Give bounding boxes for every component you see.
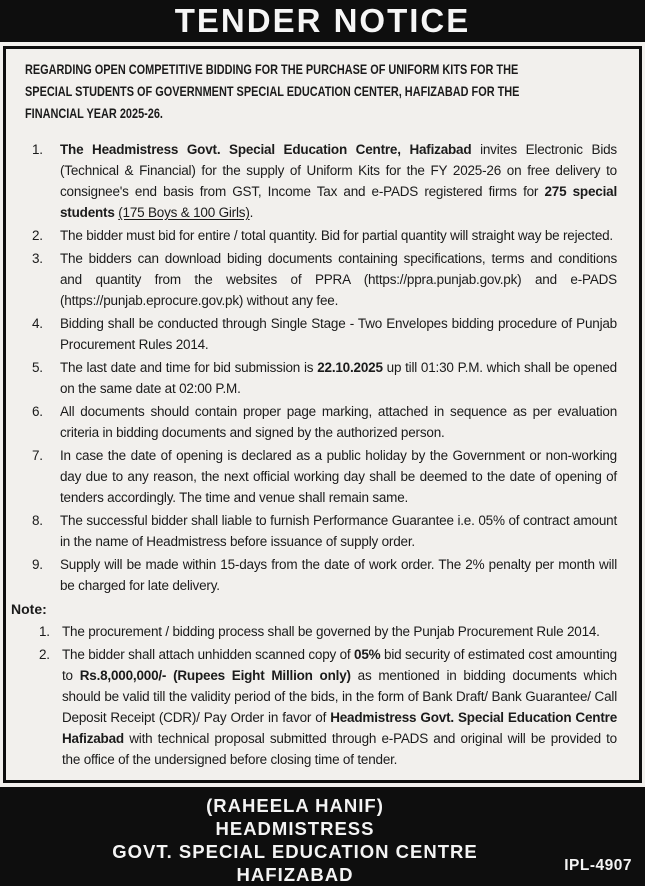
text-line: HEADMISTRESS xyxy=(215,818,375,839)
list-item xyxy=(25,357,617,399)
list-item-text: All documents should contain proper page marking, attached in sequence as per evaluation criteria in bidding documents and signed by the authorized person. xyxy=(60,404,617,440)
text-line: (RAHEELA HANIF) xyxy=(206,795,384,816)
text-line: GOVT. SPECIAL EDUCATION CENTRE xyxy=(112,841,478,862)
list-item-number: 4. xyxy=(32,316,43,331)
notice-body xyxy=(3,46,642,783)
list-item-number: 9. xyxy=(32,557,43,572)
list-item xyxy=(25,621,617,642)
list-item-text: Bidding shall be conducted through Single Stage - Two Envelopes bidding procedure of Punjab Procurement Rules 2014. xyxy=(60,316,617,352)
list-item-text: The successful bidder shall liable to furnish Performance Guarantee i.e. 05% of contract amount in the name of Headmistress before issuance of supply order. xyxy=(60,513,617,549)
list-item-text: The Headmistress Govt. Special Education Centre, Hafizabad invites Electronic Bids (Technical & Financial) for the supply of Uniform Kits for the FY 2025-26 on free delivery to consignee's end basis from GST, Income Tax and e-PADS registered firms for 275 special students (175 Boys & 100 Girls). xyxy=(60,142,618,220)
list-item xyxy=(25,554,617,596)
list-item xyxy=(25,401,617,443)
signature-block xyxy=(0,787,645,886)
text-line: REGARDING OPEN COMPETITIVE BIDDING FOR THE PURCHASE OF UNIFORM KITS FOR THE xyxy=(25,61,519,77)
header-band xyxy=(0,0,645,42)
list-item xyxy=(25,248,617,311)
advertisement-ref-code: IPL-4907 xyxy=(564,857,632,874)
list-item-number: 6. xyxy=(32,404,43,419)
list-item-text: The bidder shall attach unhidden scanned copy of 05% bid security of estimated cost amounting to Rs.8,000,000/- (Rupees Eight Million only) as mentioned in bidding documents which should be valid till the validity period of the bids, in the form of Bank Draft/ Bank Guarantee/ Call Deposit Receipt (CDR)/ Pay Order in favor of Headmistress Govt. Special Education Centre Hafizabad with technical proposal submitted through e-PADS and original will be provided to the office of the undersigned before closing time of tender. xyxy=(62,647,617,767)
list-item-number: 2. xyxy=(39,647,50,662)
list-item xyxy=(25,644,617,770)
intro-paragraph xyxy=(25,58,617,124)
list-item-number: 1. xyxy=(32,142,43,157)
page-title: TENDER NOTICE xyxy=(174,1,471,39)
list-item-text: The procurement / bidding process shall be governed by the Punjab Procurement Rule 2014. xyxy=(62,624,600,639)
text-line: HAFIZABAD xyxy=(236,864,354,885)
text-line: SPECIAL STUDENTS OF GOVERNMENT SPECIAL EDUCATION CENTER, HAFIZABAD FOR THE xyxy=(25,83,520,99)
tender-conditions-list xyxy=(25,139,617,596)
note-label: Note: xyxy=(11,601,47,617)
note-list xyxy=(25,621,617,770)
list-item-text: The last date and time for bid submission is 22.10.2025 up till 01:30 P.M. which shall be opened on the same date at 02:00 P.M. xyxy=(60,360,617,396)
list-item-number: 7. xyxy=(32,448,43,463)
list-item xyxy=(25,313,617,355)
text-line: FINANCIAL YEAR 2025-26. xyxy=(25,105,163,121)
list-item xyxy=(25,225,617,246)
list-item xyxy=(25,445,617,508)
list-item-text: The bidders can download biding documents containing specifications, terms and conditions and quantity from the websites of PPRA (https://ppra.punjab.gov.pk) and e-PADS (https://punjab.eprocure.gov.pk) without any fee. xyxy=(60,251,617,308)
list-item-text: Supply will be made within 15-days from the date of work order. The 2% penalty per month will be charged for late delivery. xyxy=(60,557,617,593)
footer-band xyxy=(0,787,645,886)
list-item xyxy=(25,510,617,552)
list-item-text: In case the date of opening is declared as a public holiday by the Government or non-working day due to any reason, the next official working day shall be deemed to the date of opening of tenders accordingly. The time and venue shall remain same. xyxy=(60,448,617,505)
list-item-number: 5. xyxy=(32,360,43,375)
list-item xyxy=(25,139,617,223)
list-item-number: 2. xyxy=(32,228,43,243)
list-item-text: The bidder must bid for entire / total quantity. Bid for partial quantity will straight way be rejected. xyxy=(60,228,613,243)
list-item-number: 3. xyxy=(32,251,43,266)
list-item-number: 1. xyxy=(39,624,50,639)
list-item-number: 8. xyxy=(32,513,43,528)
